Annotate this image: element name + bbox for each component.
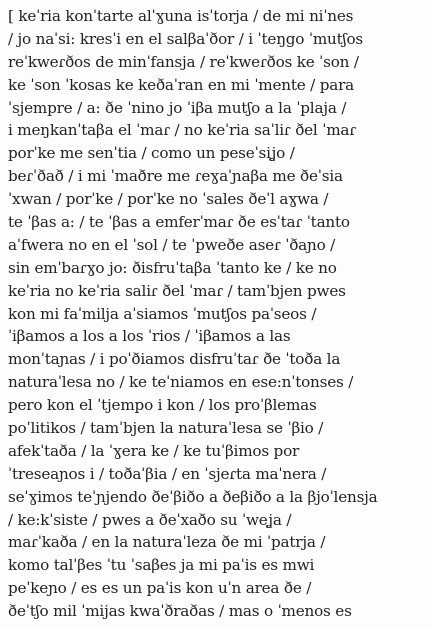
transcript-line: naturaˈlesa no / ke teˈniamos en ese:nˈtonses / bbox=[8, 373, 354, 392]
transcript-line: maɾˈkaða / en la naturaˈleza ðe mi ˈpatrja / bbox=[8, 533, 326, 552]
transcript-line: poˈlitikos / tamˈbjen la naturaˈlesa se ˈβio / bbox=[8, 419, 324, 438]
transcript-line: reˈkweɾðos de minˈfansja / reˈkweɾðos ke ˈson / bbox=[8, 52, 359, 71]
transcript-line: sin emˈbaɾɣo jo: ðisfruˈtaβa ˈtanto ke / ke no bbox=[8, 258, 337, 277]
transcript-line: peˈkeɲo / es es un paˈis kon uˈn area ðe / bbox=[8, 579, 312, 598]
transcript-line: aˈfwera no en el ˈsol / te ˈpweðe aseɾ ˈðaɲo / bbox=[8, 235, 336, 254]
transcript-line: porˈke me senˈtia / como un peseˈsiʝo / bbox=[8, 144, 295, 163]
transcript-line: i meŋkanˈtaβa el ˈmaɾ / no keˈria saˈliɾ ðel ˈmaɾ bbox=[8, 121, 356, 140]
transcript-line: keˈria no keˈria saliɾ ðel ˈmaɾ / tamˈbjen pwes bbox=[8, 281, 346, 300]
transcript-line: komo talˈβes ˈtu ˈsaβes ja mi paˈis es mwi bbox=[8, 556, 315, 575]
transcript-line: ke ˈson ˈkosas ke keðaˈran en mi ˈmente / para bbox=[8, 75, 355, 94]
transcript-line: [ keˈria konˈtarte alˈɣuna isˈtorja / de mi niˈnes bbox=[8, 7, 354, 25]
transcript-line: seˈɣimos teˈɲjendo ðeˈβiðo a ðeβiðo a la βjoˈlensja bbox=[8, 487, 378, 506]
transcript-line: ðeˈtʃo mil ˈmijas kwaˈðraðas / mas o ˈmenos es bbox=[8, 602, 352, 621]
transcript-line: / ke:kˈsiste / pwes a ðeˈxaðo su ˈweʝa / bbox=[8, 510, 292, 529]
transcript-line: te ˈβas a: / te ˈβas a emferˈmaɾ ðe esˈtaɾ ˈtanto bbox=[8, 213, 350, 232]
transcript-line: ˈsjempre / a: ðe ˈnino jo ˈiβa mutʃo a la ˈplaja / bbox=[8, 98, 347, 117]
transcript-line: ˈtreseaɲos i / toðaˈβia / en ˈsjeɾta maˈnera / bbox=[8, 464, 327, 483]
transcript-line: pero kon el ˈtjempo i kon / los proˈβlemas bbox=[8, 396, 317, 415]
transcript-line: ˈxwan / porˈke / porˈke no ˈsales ðeˈl aɣwa / bbox=[8, 190, 329, 209]
transcript-line: ˈiβamos a los a los ˈrios / ˈiβamos a las bbox=[8, 327, 291, 346]
transcript-line: beɾˈðað / i mi ˈmaðre me ɾeɣaˈɲaβa me ðeˈsia bbox=[8, 167, 343, 186]
transcript-line: monˈtaɲas / i poˈðiamos disfruˈtaɾ ðe ˈtoða la bbox=[8, 350, 341, 369]
transcript-line: afekˈtaða / la ˈɣera ke / ke tuˈβimos por bbox=[8, 441, 300, 460]
transcript-line: / jo naˈsi: kresˈi en el salβaˈðor / i ˈteŋgo ˈmutʃos bbox=[8, 29, 363, 48]
transcript-line: kon mi faˈmilja aˈsiamos ˈmutʃos paˈseos / bbox=[8, 304, 317, 323]
